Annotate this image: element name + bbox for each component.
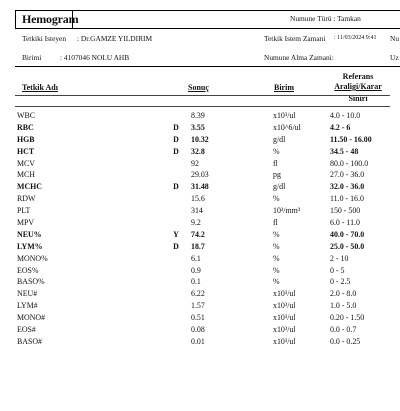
report-title: Hemogram [22,12,79,26]
reference-range: 27.0 - 36.0 [330,170,365,180]
result-value: 92 [191,158,199,168]
result-unit: fl [273,158,278,168]
test-name: NEU% [17,229,42,239]
table-row [0,300,400,312]
result-flag: Y [173,229,179,239]
result-unit: x10³/ul [273,313,296,323]
header-cut-text-2: Uz [390,53,399,62]
reference-range: 2.0 - 8.0 [330,289,357,299]
columns-underline [15,95,390,96]
test-name: MCH [17,170,35,180]
table-row [0,158,400,170]
result-value: 8.39 [191,111,205,120]
reference-range: 0.0 - 0.7 [330,325,357,335]
result-flag: D [173,182,179,192]
reference-range: 6.0 - 11.0 [330,218,360,228]
table-top-border [15,106,390,107]
table-row [0,122,400,134]
test-name: PLT [17,206,31,216]
table-row [0,169,400,181]
table-row [0,324,400,336]
result-unit: pg [273,170,281,180]
col-test-header: Tetkik Adı [22,83,58,92]
sample-time-label: Numune Alma Zamani: [264,53,334,62]
table-row [0,312,400,324]
table-row [0,253,400,265]
reference-range: 4.0 - 10.0 [330,111,361,120]
test-name: MCHC [17,182,42,192]
doctor-label: Tetkiki Isteyen [22,34,67,43]
header-separator [15,66,400,67]
col-unit-header: Birim [274,83,294,92]
test-name: EOS# [17,325,36,335]
result-value: 18.7 [191,241,205,251]
result-unit: 10³/mm³ [273,206,301,216]
result-value: 3.55 [191,122,205,132]
table-row [0,181,400,193]
result-unit: x10³/ul [273,336,296,346]
result-value: 74.2 [191,229,205,239]
table-row [0,205,400,217]
result-unit: % [273,229,280,239]
result-unit: x10^6/ul [273,122,301,132]
table-row [0,265,400,277]
result-unit: % [273,277,280,287]
reference-range: 11.50 - 16.00 [330,134,372,144]
table-row [0,229,400,241]
ref-header-line2: Araligi/Karar [334,82,382,91]
result-flag: D [173,241,179,251]
test-name: RBC [17,122,34,132]
reference-range: 1.0 - 5.0 [330,301,357,311]
reference-range: 0 - 5 [330,265,345,275]
result-unit: g/dl [273,134,286,144]
title-divider [72,10,73,28]
result-unit: x10³/ul [273,301,296,311]
title-left-border [15,10,16,28]
test-name: BASO% [17,277,45,287]
results-table [0,110,400,348]
col-ref-header [325,72,391,104]
test-name: BASO# [17,336,42,346]
result-value: 1.57 [191,301,205,311]
result-flag: D [173,146,179,156]
reference-range: 0.20 - 1.50 [330,313,365,323]
unit-value: : 4107046 NOLU AHB [60,53,130,62]
result-value: 0.01 [191,336,205,346]
col-result-header: Sonuç [188,83,209,92]
test-name: MONO% [17,253,48,263]
result-value: 0.51 [191,313,205,323]
test-name: LYM# [17,301,38,311]
test-name: WBC [17,111,35,120]
reference-range: 2 - 10 [330,253,349,263]
result-value: 6.1 [191,253,201,263]
result-value: 29.03 [191,170,209,180]
reference-range: 150 - 500 [330,206,361,216]
reference-range: 0.0 - 0.25 [330,336,361,346]
reference-range: 80.0 - 100.0 [330,158,369,168]
result-flag: D [173,134,179,144]
result-value: 15.6 [191,194,205,204]
unit-label: Birimi [22,53,42,62]
table-row [0,217,400,229]
table-row [0,134,400,146]
test-name: MCV [17,158,35,168]
result-value: 0.08 [191,325,205,335]
result-unit: % [273,146,280,156]
reference-range: 34.5 - 48 [330,146,359,156]
result-unit: g/dl [273,182,286,192]
test-name: HGB [17,134,35,144]
reference-range: 25.0 - 50.0 [330,241,365,251]
result-value: 9.2 [191,218,201,228]
table-row [0,193,400,205]
result-unit: x10³/ul [273,289,296,299]
test-name: EOS% [17,265,39,275]
test-name: HCT [17,146,35,156]
test-name: LYM% [17,241,43,251]
result-value: 6.22 [191,289,205,299]
table-row [0,276,400,288]
result-unit: x10³/ul [273,111,296,120]
request-time-label: Tetkik Istem Zamani [264,34,326,43]
doctor-value: : Dr.GAMZE YILDIRIM [77,34,153,43]
table-row [0,110,400,122]
test-name: NEU# [17,289,38,299]
result-value: 314 [191,206,203,216]
table-row [0,241,400,253]
result-flag: D [173,122,179,132]
ref-header-line1: Referans [342,72,374,81]
result-unit: fl [273,218,278,228]
table-row [0,146,400,158]
result-unit: x10³/ul [273,325,296,335]
reference-range: 0 - 2.5 [330,277,351,287]
test-name: RDW [17,194,36,204]
reference-range: 4.2 - 6 [330,122,351,132]
reference-range: 11.0 - 16.0 [330,194,364,204]
header-cut-text-1: Nu [390,34,400,43]
result-unit: % [273,241,280,251]
ref-header-line3: Siniri [348,94,368,103]
test-name: MONO# [17,313,46,323]
result-value: 32.8 [191,146,205,156]
test-name: MPV [17,218,35,228]
sample-type: Numune Türü : Tamkan [290,14,361,23]
request-time-value: : 11/03/2024 9:41 [334,35,377,41]
reference-range: 32.0 - 36.0 [330,182,365,192]
table-row [0,288,400,300]
result-unit: % [273,194,280,204]
result-value: 0.1 [191,277,201,287]
result-unit: % [273,253,280,263]
title-bottom-border [15,28,400,29]
result-value: 0.9 [191,265,201,275]
result-value: 31.48 [191,182,209,192]
table-row [0,336,400,348]
reference-range: 40.0 - 70.0 [330,229,365,239]
result-value: 10.32 [191,134,209,144]
result-unit: % [273,265,280,275]
